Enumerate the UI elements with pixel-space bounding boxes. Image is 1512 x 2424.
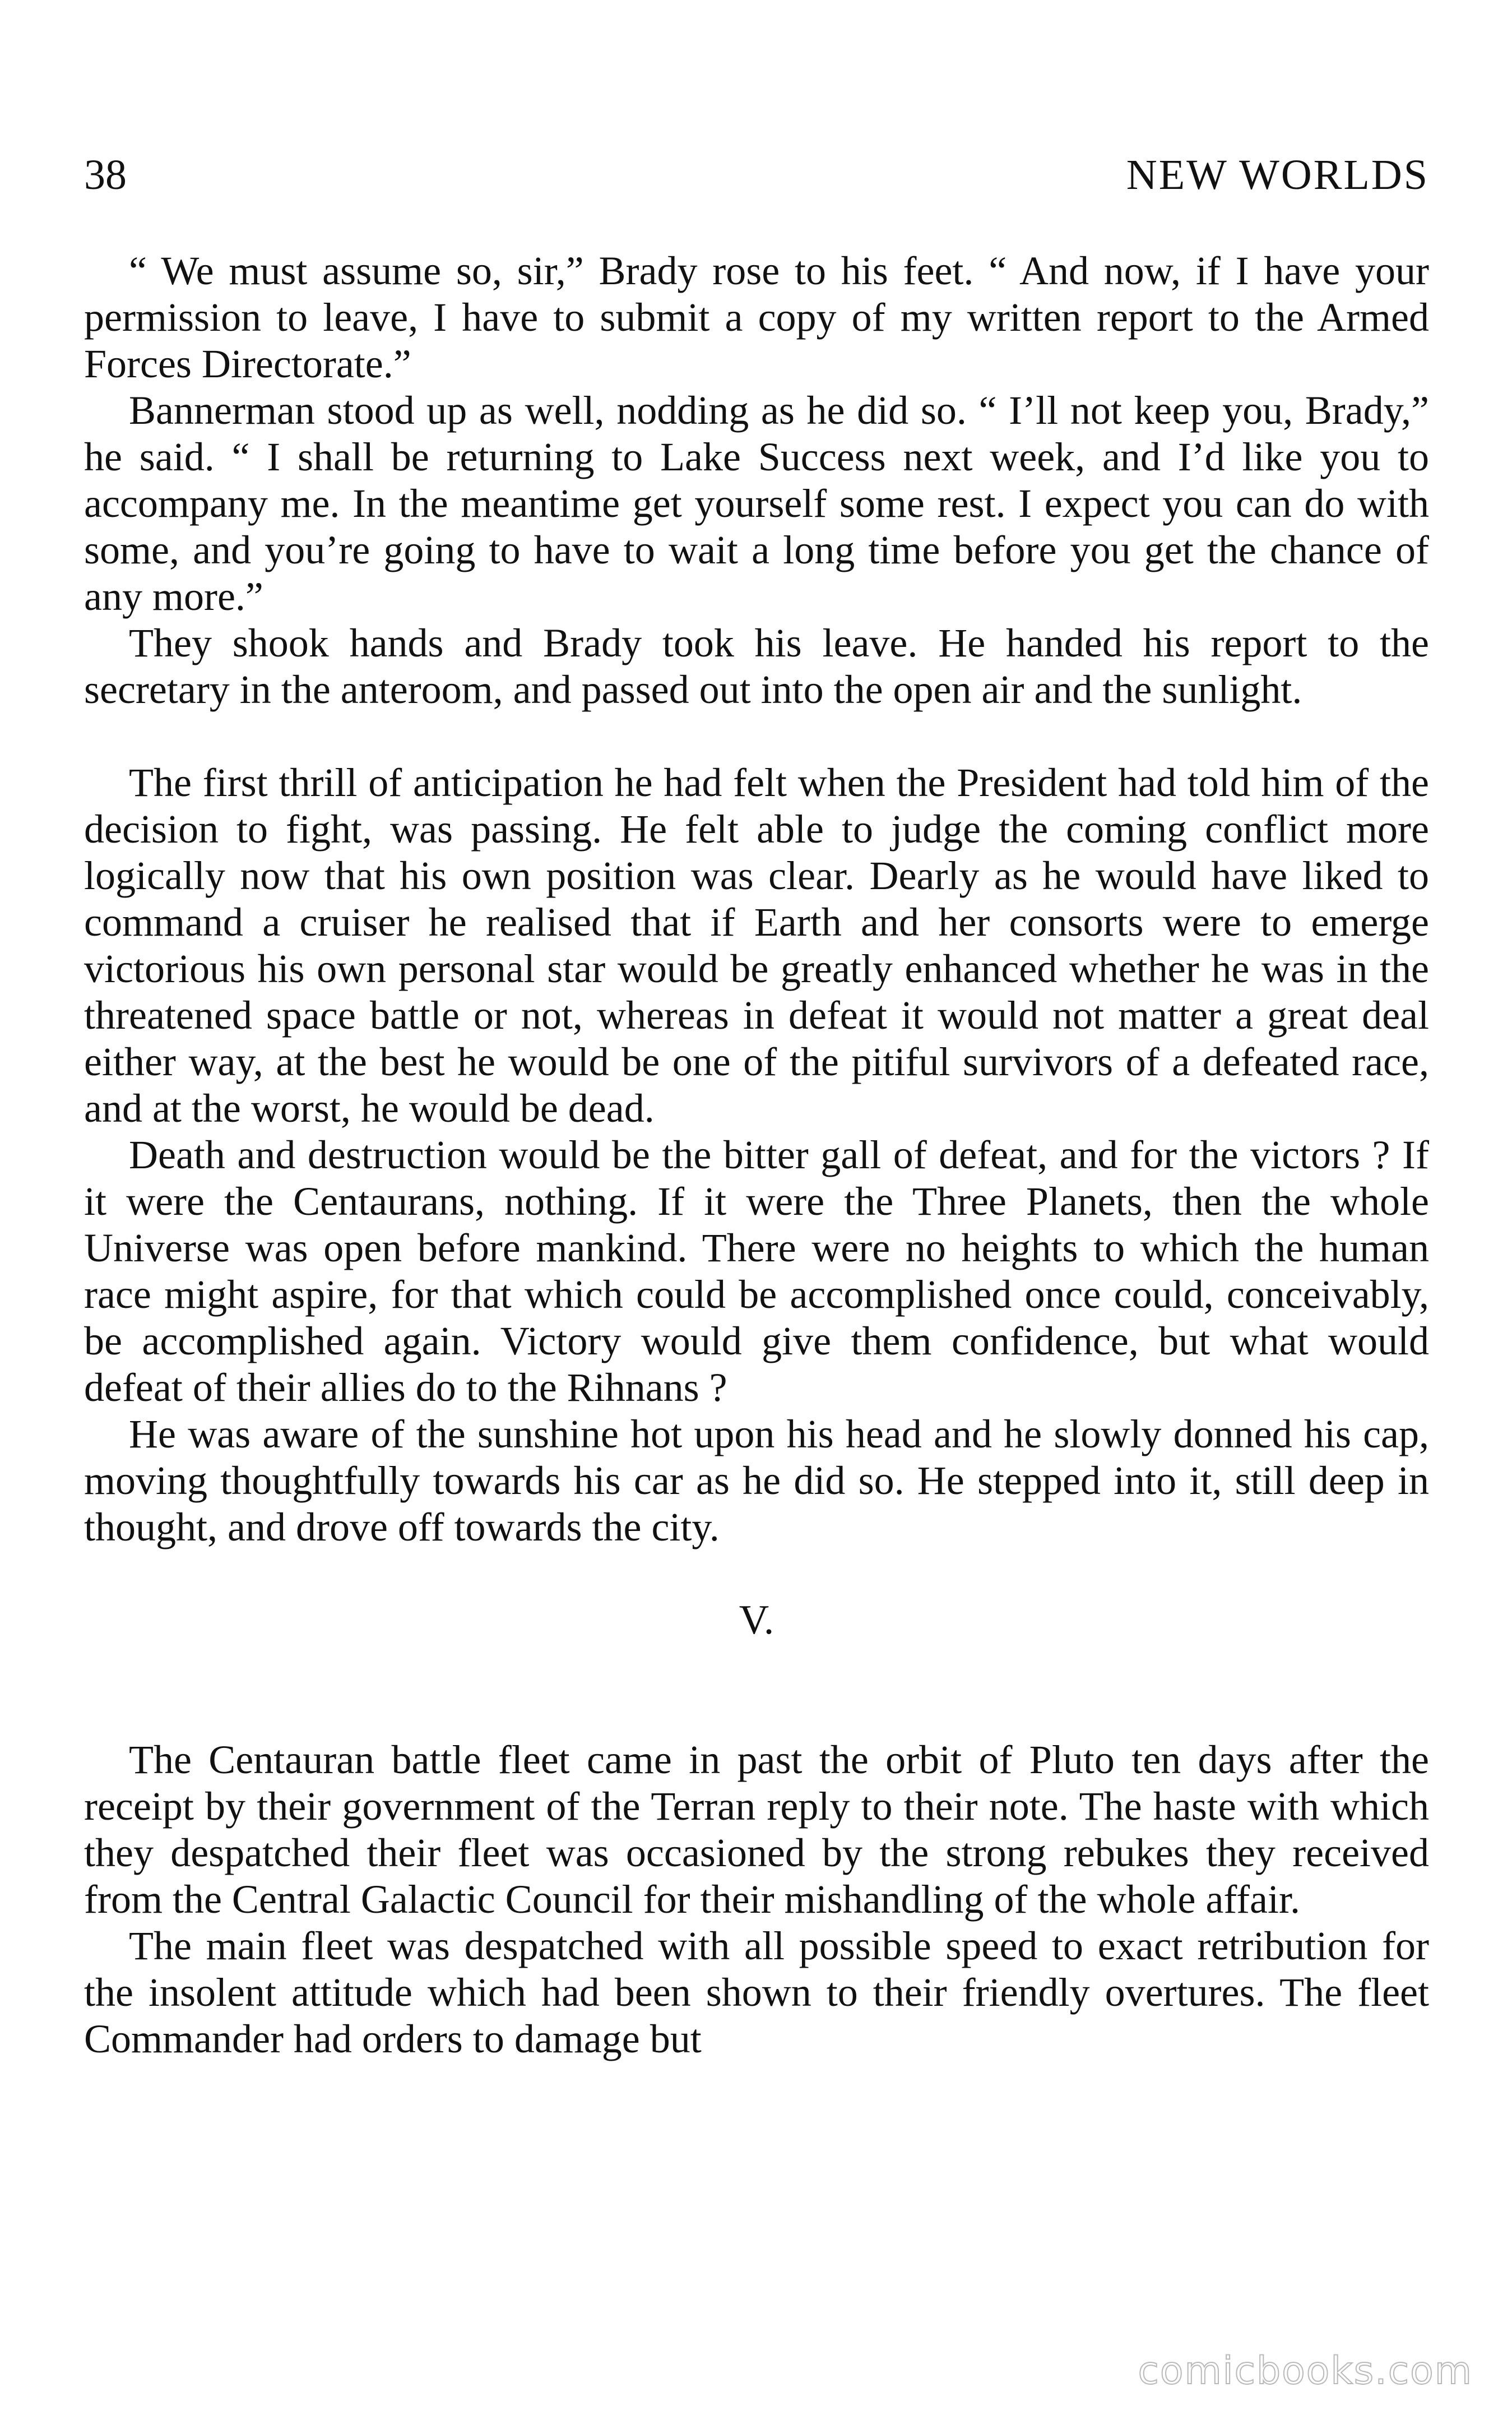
section-break xyxy=(84,1551,1429,1597)
section-break xyxy=(84,1644,1429,1737)
paragraph: The Centauran battle fleet came in past the orbit of Pluto ten days after the receipt by their government of the Terran reply to their note. The haste with which they despatched their fleet was occasioned by the strong rebukes they received from the Central Galactic Council for their mishandling of the whole affair. xyxy=(84,1737,1429,1922)
page-header xyxy=(84,147,1429,203)
running-head: NEW WORLDS xyxy=(1126,151,1429,198)
paragraph: Death and destruction would be the bitter gall of defeat, and for the victors ? If it were the Centaurans, nothing. If it were the Three Planets, then the whole Universe was open before mankind. There were no heights to which the human race might aspire, for that which could be accomplished once could, conceivably, be accomplished again. Victory would give them confidence, but what would defeat of their allies do to the Rihnans ? xyxy=(84,1132,1429,1410)
chapter-heading: V. xyxy=(739,1597,774,1643)
paragraph: “ We must assume so, sir,” Brady rose to his feet. “ And now, if I have your permission to leave, I have to submit a copy of my written report to the Armed Forces Directorate.” xyxy=(84,248,1429,386)
paragraph: The main fleet was despatched with all possible speed to exact retribution for the insolent attitude which had been shown to their friendly overtures. The fleet Commander had orders to damage but xyxy=(84,1923,1429,2061)
page-number: 38 xyxy=(84,151,127,198)
body-text xyxy=(84,248,1429,2062)
paragraph: Bannerman stood up as well, nodding as he did so. “ I’ll not keep you, Brady,” he said. “ I shall be returning to Lake Success next week, and I’d like you to accompany me. In the meantime get yourself some rest. I expect you can do with some, and you’re going to have to wait a long time before you get the chance of any more.” xyxy=(84,388,1429,619)
paragraph: He was aware of the sunshine hot upon his head and he slowly donned his cap, moving thoughtfully towards his car as he did so. He stepped into it, still deep in thought, and drove off towards the city. xyxy=(84,1412,1429,1549)
watermark: comicbooks.com xyxy=(1138,2349,1473,2393)
paragraph: They shook hands and Brady took his leave. He handed his report to the secretary in the anteroom, and passed out into the open air and the sunlight. xyxy=(84,621,1429,712)
section-break xyxy=(84,713,1429,760)
paragraph: The first thrill of anticipation he had felt when the President had told him of the decision to fight, was passing. He felt able to judge the coming conflict more logically now that his own position was clear. Dearly as he would have liked to command a cruiser he realised that if Earth and her consorts were to emerge victorious his own personal star would be greatly enhanced whether he was in the threatened space battle or not, whereas in defeat it would not matter a great deal either way, at the best he would be one of the pitiful survivors of a defeated race, and at the worst, he would be dead. xyxy=(84,760,1429,1131)
